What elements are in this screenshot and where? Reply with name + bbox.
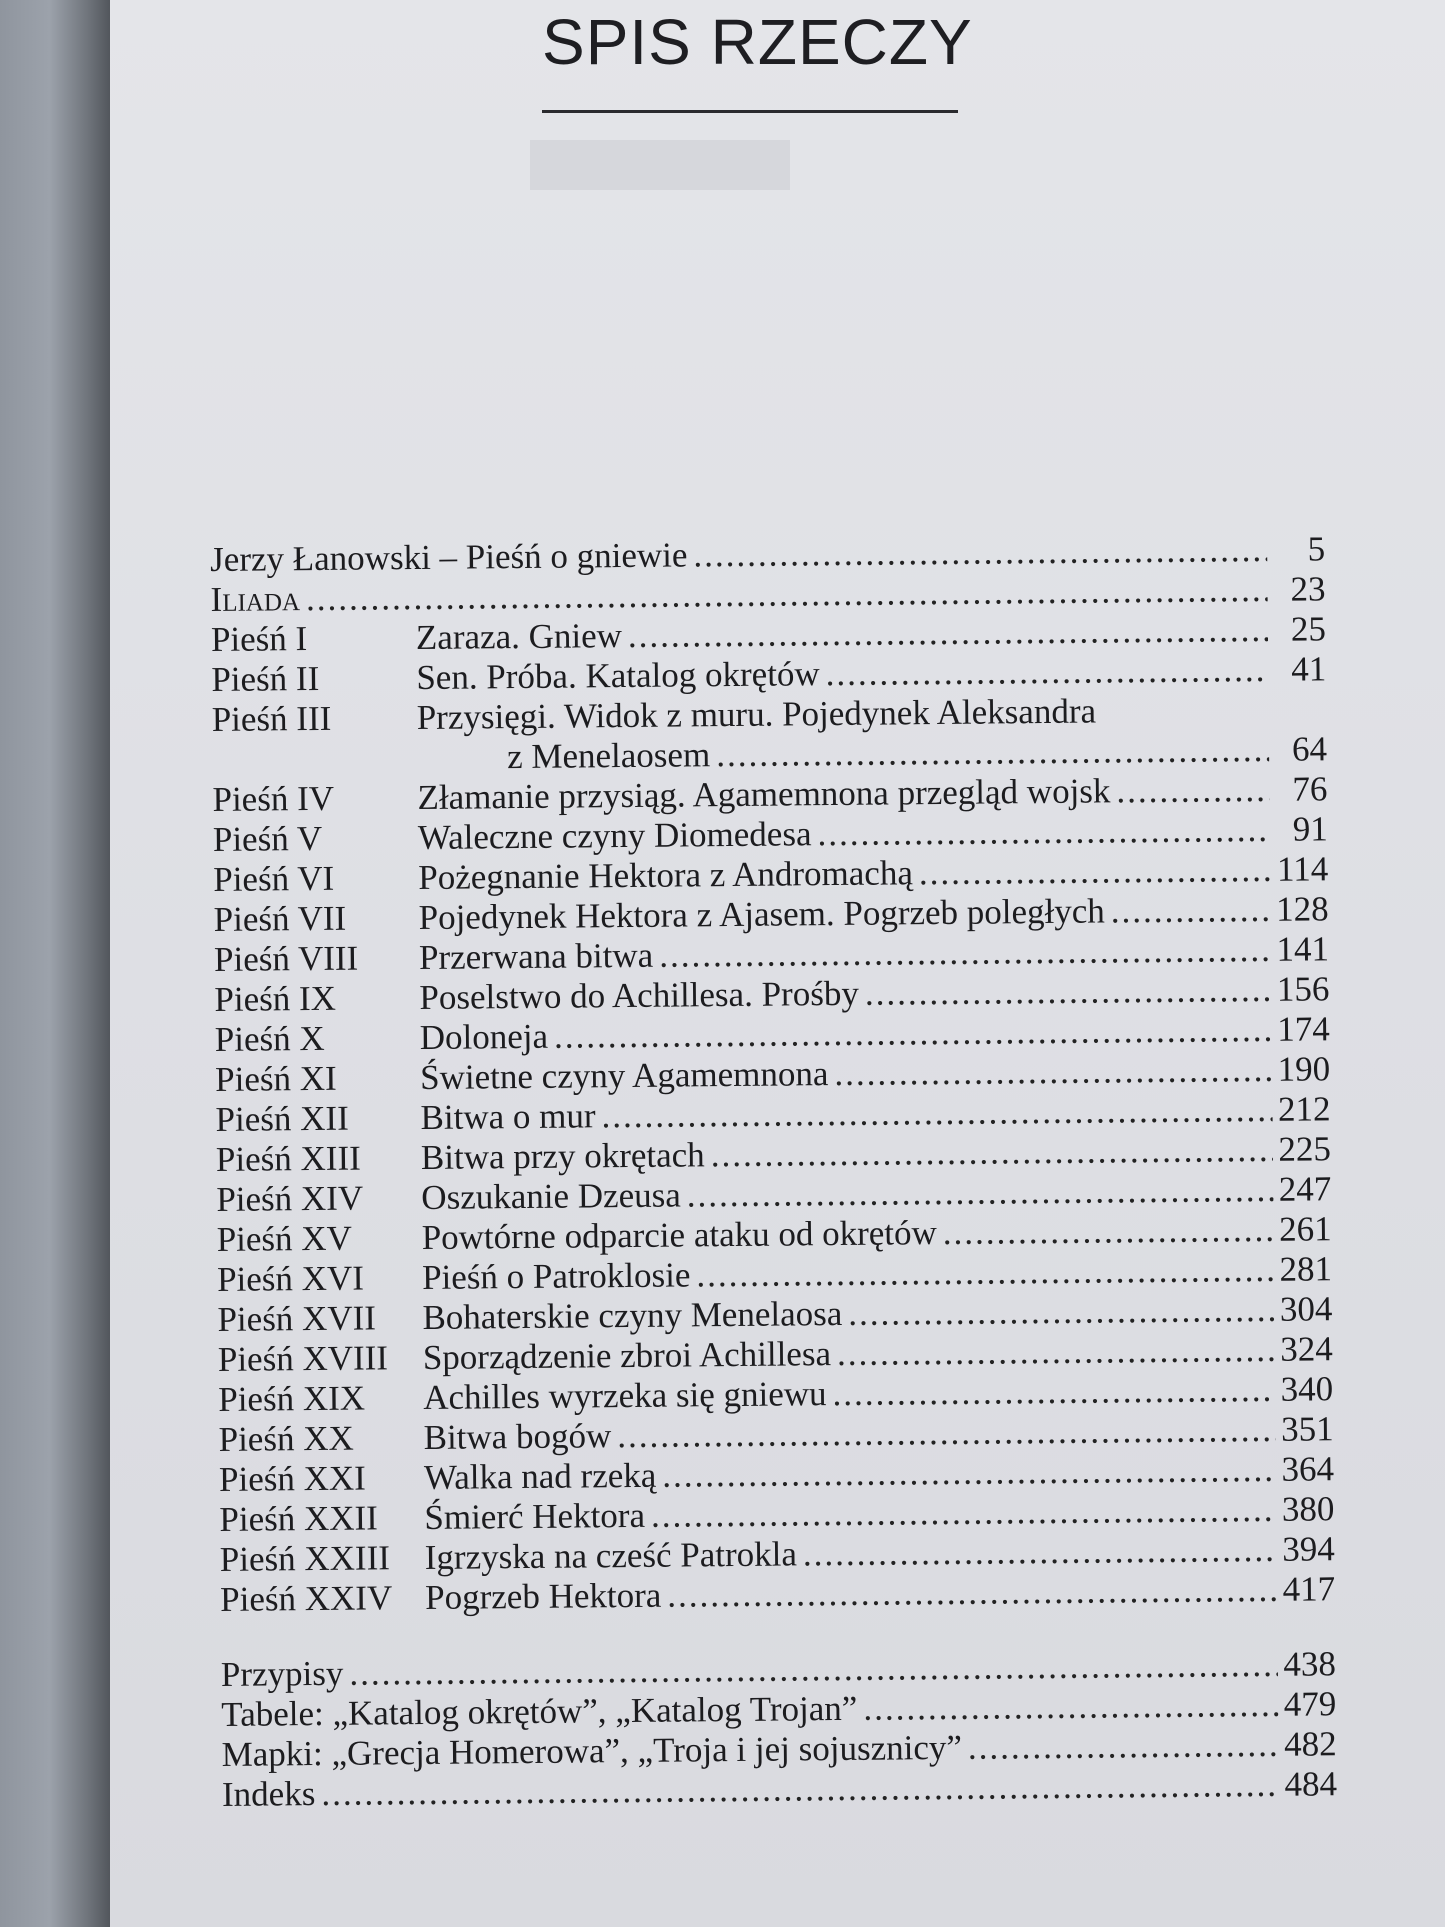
toc-page-number: 25 <box>1290 609 1327 649</box>
song-number: Pieśń XXI <box>218 1458 367 1499</box>
page-title: SPIS RZECZY <box>542 6 973 78</box>
toc-page-number: 438 <box>1283 1644 1337 1684</box>
song-title: Pojedynek Hektora z Ajasem. Pogrzeb poległych <box>418 891 1106 938</box>
song-number: Pieśń XVII <box>217 1298 377 1339</box>
toc-page-number: 114 <box>1276 849 1329 889</box>
toc-page-number: 91 <box>1292 809 1329 849</box>
dot-leader <box>622 610 1268 656</box>
dot-leader <box>690 1250 1274 1296</box>
toc-page-number: 281 <box>1279 1249 1333 1289</box>
song-title: Zaraza. Gniew <box>415 616 623 658</box>
dot-leader <box>611 1410 1276 1456</box>
toc-page-number: 364 <box>1281 1449 1335 1489</box>
toc-page-number: 212 <box>1277 1089 1331 1129</box>
dot-leader <box>797 1530 1277 1575</box>
song-number: Pieśń VIII <box>213 938 359 979</box>
song-title: Powtórne odparcie ataku od okrętów <box>421 1213 937 1257</box>
toc-page-number: 380 <box>1281 1489 1335 1529</box>
dot-leader <box>842 1290 1275 1334</box>
dot-leader <box>826 1370 1275 1414</box>
dot-leader <box>962 1725 1279 1768</box>
song-title: Achilles wyrzeka się gniewu <box>423 1374 827 1417</box>
bleed-through-band <box>530 140 790 190</box>
book-gutter <box>0 0 110 1927</box>
dot-leader <box>828 1050 1272 1094</box>
song-title: Bohaterskie czyny Menelaosa <box>422 1293 843 1337</box>
toc-page-number: 5 <box>1307 529 1326 569</box>
toc-page-number: 41 <box>1291 649 1327 689</box>
toc-page-number: 174 <box>1277 1009 1330 1049</box>
dot-leader <box>820 650 1269 694</box>
song-number: Pieśń XII <box>215 1098 349 1139</box>
dot-leader <box>857 1685 1278 1729</box>
song-number: Pieśń XVIII <box>217 1338 389 1379</box>
indent-spacer <box>212 768 507 771</box>
song-number: Pieśń X <box>214 1018 325 1059</box>
song-number: Pieśń XV <box>216 1218 353 1259</box>
dot-leader <box>645 1490 1277 1536</box>
toc-page-number: 261 <box>1278 1209 1332 1249</box>
dot-leader <box>710 730 1269 775</box>
song-title: Walka nad rzeką <box>423 1455 657 1497</box>
dot-leader <box>661 1570 1277 1616</box>
song-number: Pieśń XIX <box>218 1378 366 1419</box>
toc-page-number: 225 <box>1278 1129 1332 1169</box>
song-title: Świetne czyny Agamemnona <box>419 1054 829 1098</box>
dot-leader <box>831 1330 1275 1374</box>
dot-leader <box>681 1170 1274 1216</box>
toc-entry-label: Indeks <box>221 1774 316 1814</box>
toc-page-number: 482 <box>1283 1724 1337 1764</box>
song-title: Sen. Próba. Katalog okrętów <box>416 654 820 698</box>
toc-page-number: 64 <box>1291 729 1328 769</box>
song-title: Oszukanie Dzeusa <box>421 1175 681 1218</box>
toc-entry-label: Tabele: „Katalog okrętów”, „Katalog Trojan” <box>221 1688 858 1734</box>
song-number: Pieśń XXIII <box>219 1538 391 1579</box>
song-title: Sporządzenie zbroi Achillesa <box>422 1334 832 1377</box>
toc-page-number: 156 <box>1276 969 1330 1009</box>
song-title: Bitwa o mur <box>420 1096 596 1138</box>
title-underline <box>542 110 958 113</box>
toc-page-number: 484 <box>1284 1764 1338 1804</box>
song-title: Śmierć Hektora <box>424 1495 646 1537</box>
toc-page-number: 23 <box>1290 569 1326 609</box>
toc-page-number: 479 <box>1283 1684 1337 1724</box>
song-title: Poselstwo do Achillesa. Prośby <box>419 973 860 1018</box>
song-title: Pożegnanie Hektora z Andromachą <box>418 853 914 898</box>
toc-entry-label: Iliada <box>210 579 301 619</box>
song-number: Pieśń XVI <box>216 1258 365 1299</box>
song-number: Pieśń VI <box>213 858 335 899</box>
song-title: Doloneja <box>419 1016 549 1058</box>
toc-page-number: 324 <box>1280 1329 1334 1369</box>
dot-leader <box>811 810 1270 854</box>
song-number: Pieśń XIV <box>216 1178 364 1219</box>
toc-entry-label: Jerzy Łanowski – Pieśń o gniewie <box>210 535 688 579</box>
song-number: Pieśń IX <box>214 978 337 1019</box>
toc-page-number: 141 <box>1276 929 1330 969</box>
dot-leader <box>656 1450 1276 1496</box>
toc-entry-label: Mapki: „Grecja Homerowa”, „Troja i jej sojusznicy” <box>221 1727 963 1774</box>
song-number: Pieśń VII <box>213 898 347 939</box>
song-title: Pieśń o Patroklosie <box>421 1255 691 1297</box>
toc-entry-label: Przypisy <box>220 1653 344 1694</box>
song-title: Bitwa przy okrętach <box>420 1135 705 1178</box>
song-title: Bitwa bogów <box>423 1416 612 1457</box>
toc-page-number: 340 <box>1280 1369 1334 1409</box>
toc-page-number: 417 <box>1282 1569 1336 1609</box>
dot-leader <box>705 1130 1274 1175</box>
song-number: Pieśń XI <box>214 1058 337 1099</box>
song-title: Złamanie przysiąg. Agamemnona przegląd wojsk <box>417 771 1111 818</box>
dot-leader <box>548 1010 1272 1057</box>
toc-page-number: 304 <box>1279 1289 1333 1329</box>
song-title-continuation: z Menelaosem <box>506 735 711 777</box>
song-title: Waleczne czyny Diomedesa <box>417 814 812 858</box>
song-title: Pogrzeb Hektora <box>424 1575 662 1617</box>
dot-leader <box>859 970 1272 1014</box>
dot-leader <box>653 930 1271 976</box>
song-number: Pieśń II <box>211 658 320 699</box>
dot-leader <box>1105 890 1271 932</box>
song-number: Pieśń XXII <box>219 1498 379 1539</box>
song-number: Pieśń III <box>211 698 332 739</box>
toc-page-number: 190 <box>1277 1049 1331 1089</box>
toc-page-number: 76 <box>1292 769 1328 809</box>
song-number: Pieśń V <box>212 818 323 859</box>
song-number: Pieśń XX <box>218 1418 354 1459</box>
song-title: Igrzyska na cześć Patrokla <box>424 1534 798 1577</box>
song-number: Pieśń I <box>210 619 308 659</box>
song-title: Przerwana bitwa <box>418 935 654 978</box>
song-number: Pieśń IV <box>212 778 335 819</box>
toc-page-number: 394 <box>1282 1529 1335 1569</box>
toc-page-number: 247 <box>1278 1169 1332 1209</box>
dot-leader <box>687 530 1267 576</box>
bleed-through-text <box>259 30 278 105</box>
dot-leader <box>913 850 1271 893</box>
song-number: Pieśń XIII <box>215 1138 361 1179</box>
toc-page-number: 351 <box>1280 1409 1334 1449</box>
song-title: Przysięgi. Widok z muru. Pojedynek Aleksandra <box>416 691 1097 738</box>
dot-leader <box>1110 770 1269 812</box>
dot-leader <box>937 1210 1274 1253</box>
song-number: Pieśń XXIV <box>219 1578 393 1619</box>
dot-leader <box>595 1090 1272 1136</box>
toc-page-number: 128 <box>1275 889 1329 929</box>
